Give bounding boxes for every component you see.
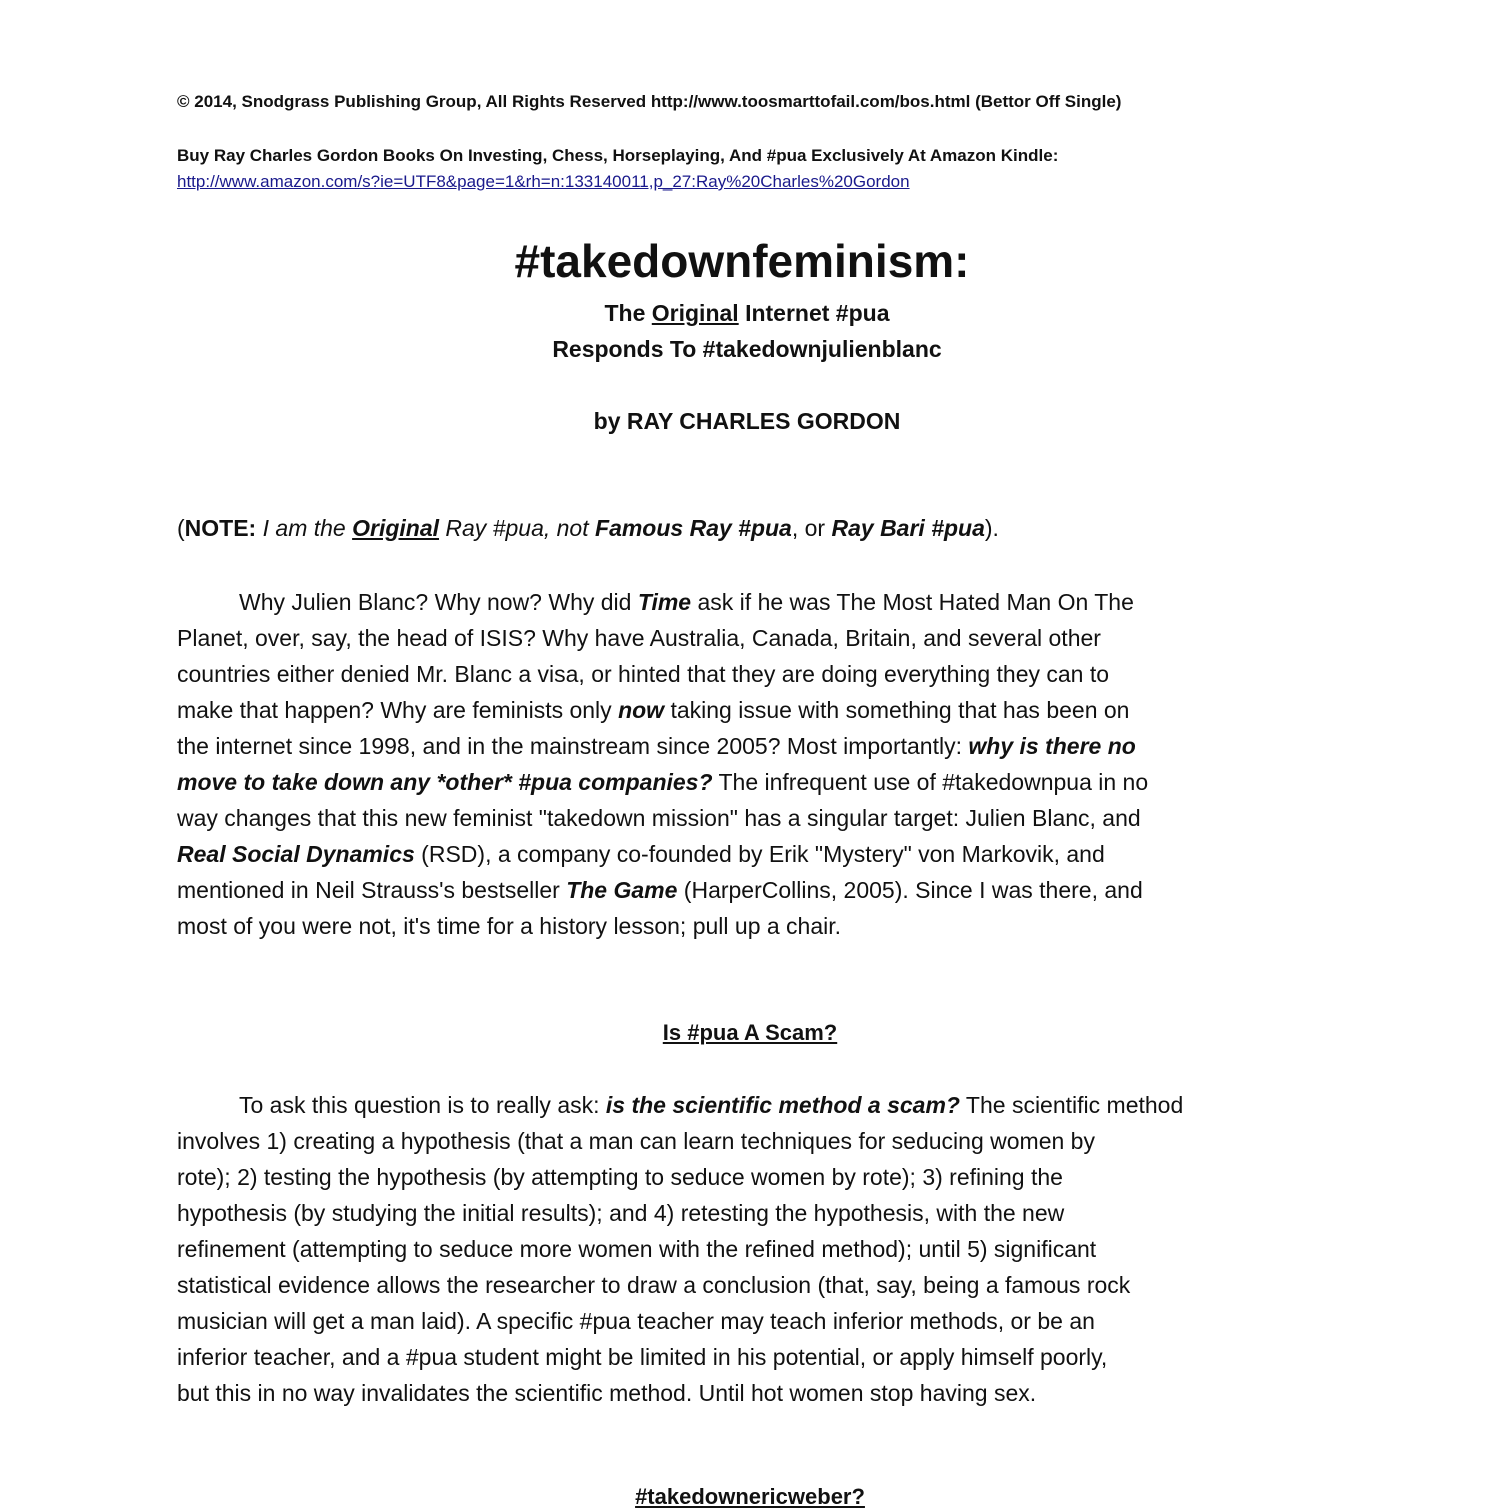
subtitle-line-1 bbox=[0, 300, 1494, 327]
subtitle-rest: Internet #pua bbox=[745, 300, 890, 326]
paragraph-scientific-method: To ask this question is to really ask: is the scientific method a scam? The scientific method involves 1) creating a hypothesis (that a man can learn techniques for seducing women by rote); 2) testing the hypothesis (by attempting to seduce women by rote); 3) refining the hypothesis (by studying the initial results); and 4) retesting the hypothesis, with the new refinement (attempting to seduce more women with the refined method); until 5) significant statistical evidence allows the researcher to draw a conclusion (that, say, being a famous rock musician will get a man laid). A specific #pua teacher may teach inferior methods, or be an inferior teacher, and a #pua student might be limited in his potential, or apply himself poorly, but this in no way invalidates the scientific method. Until hot women stop having sex. bbox=[177, 1092, 1184, 1406]
subtitle-original: Original bbox=[651, 300, 739, 326]
buy-books-line: Buy Ray Charles Gordon Books On Investing, Chess, Horseplaying, And #pua Exclusively At Amazon Kindle: bbox=[177, 146, 1059, 165]
note-line: (NOTE: I am the Original Ray #pua, not Famous Ray #pua, or Ray Bari #pua). bbox=[177, 515, 999, 541]
document-title: #takedownfeminism: bbox=[514, 235, 970, 287]
amazon-link[interactable]: http://www.amazon.com/s?ie=UTF8&page=1&rh=n:133140011,p_27:Ray%20Charles%20Gordon bbox=[177, 172, 910, 191]
subtitle-the: The bbox=[604, 300, 646, 326]
section-heading-scam: Is #pua A Scam? bbox=[662, 1020, 838, 1045]
section-heading-ericweber: #takedownericweber? bbox=[635, 1484, 865, 1509]
author-byline: by RAY CHARLES GORDON bbox=[593, 408, 901, 434]
paragraph-why-julien-blanc: Why Julien Blanc? Why now? Why did Time ask if he was The Most Hated Man On The Planet, over, say, the head of ISIS? Why have Australia, Canada, Britain, and several other countries either denied Mr. Blanc a visa, or hinted that they are doing everything they can to make that happen? Why are feminists only now taking issue with something that has been on the internet since 1998, and in the mainstream since 2005? Most importantly: why is there no move to take down any *other* #pua companies? The infrequent use of #takedownpua in no way changes that this new feminist "takedown mission" has a singular target: Julien Blanc, and Real Social Dynamics (RSD), a company co-founded by Erik "Mystery" von Markovik, and mentioned in Neil Strauss's bestseller The Game (HarperCollins, 2005). Since I was there, and most of you were not, it's time for a history lesson; pull up a chair. bbox=[177, 589, 1149, 939]
subtitle-line-2: Responds To #takedownjulienblanc bbox=[552, 336, 942, 362]
copyright-line: © 2014, Snodgrass Publishing Group, All Rights Reserved http://www.toosmarttofail.com/bos.html (Bettor Off Single) bbox=[177, 92, 1122, 111]
